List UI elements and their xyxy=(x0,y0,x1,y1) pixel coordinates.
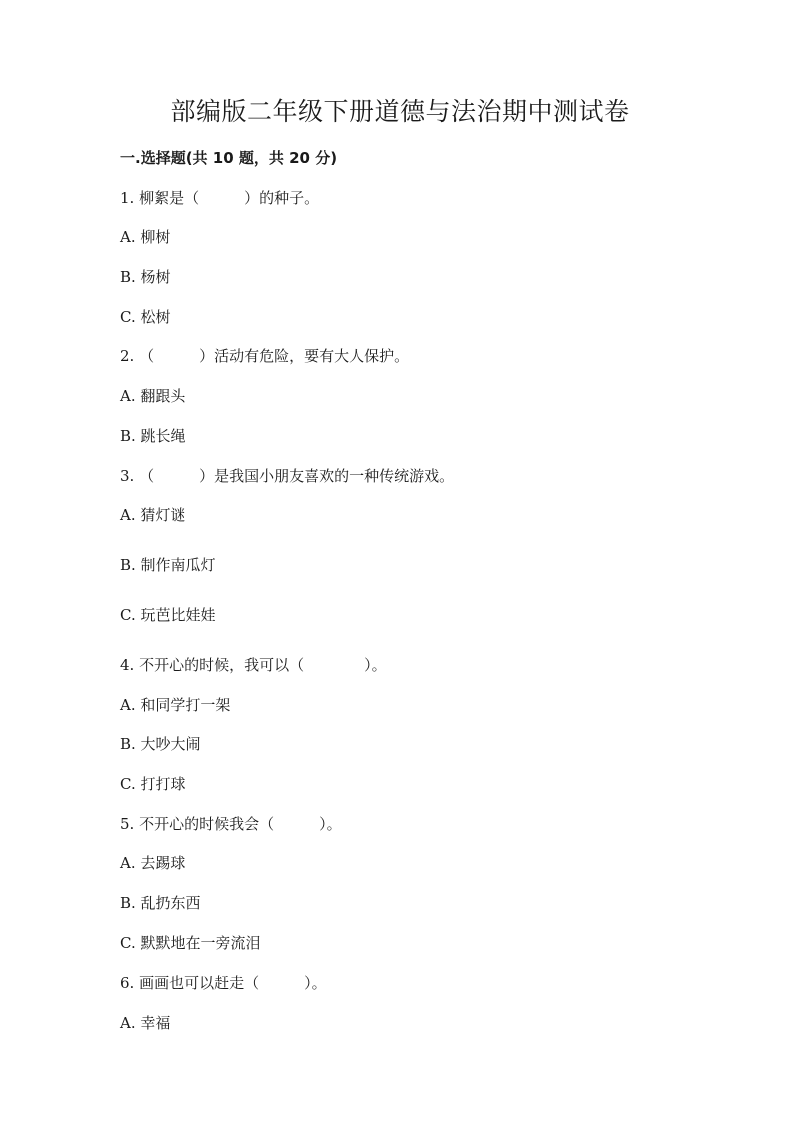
question-option: B. 大吵大闹 xyxy=(120,735,201,753)
section-heading: 一.选择题(共 10 题，共 20 分) xyxy=(120,149,338,167)
question-option: A. 翻跟头 xyxy=(120,387,186,405)
question-option: A. 去踢球 xyxy=(120,854,186,872)
question-option: A. 猜灯谜 xyxy=(120,506,186,524)
question-option: A. 幸福 xyxy=(120,1014,171,1032)
question-stem: 3. （ ）是我国小朋友喜欢的一种传统游戏。 xyxy=(120,467,455,485)
question-stem: 2. （ ）活动有危险，要有大人保护。 xyxy=(120,347,410,365)
question-option: B. 制作南瓜灯 xyxy=(120,556,216,574)
question-stem: 5. 不开心的时候我会（ ）。 xyxy=(120,815,342,833)
question-stem: 6. 画画也可以赶走（ ）。 xyxy=(120,974,327,992)
question-option: C. 玩芭比娃娃 xyxy=(120,606,216,624)
question-option: C. 打打球 xyxy=(120,775,186,793)
question-option: B. 乱扔东西 xyxy=(120,894,201,912)
question-option: B. 跳长绳 xyxy=(120,427,186,445)
question-option: B. 杨树 xyxy=(120,268,171,286)
question-option: C. 松树 xyxy=(120,308,171,326)
question-option: A. 和同学打一架 xyxy=(120,696,231,714)
question-stem: 4. 不开心的时候，我可以（ ）。 xyxy=(120,656,387,674)
document-title: 部编版二年级下册道德与法治期中测试卷 xyxy=(170,97,630,126)
question-stem: 1. 柳絮是（ ）的种子。 xyxy=(120,189,320,207)
question-option: C. 默默地在一旁流泪 xyxy=(120,934,261,952)
question-option: A. 柳树 xyxy=(120,228,171,246)
